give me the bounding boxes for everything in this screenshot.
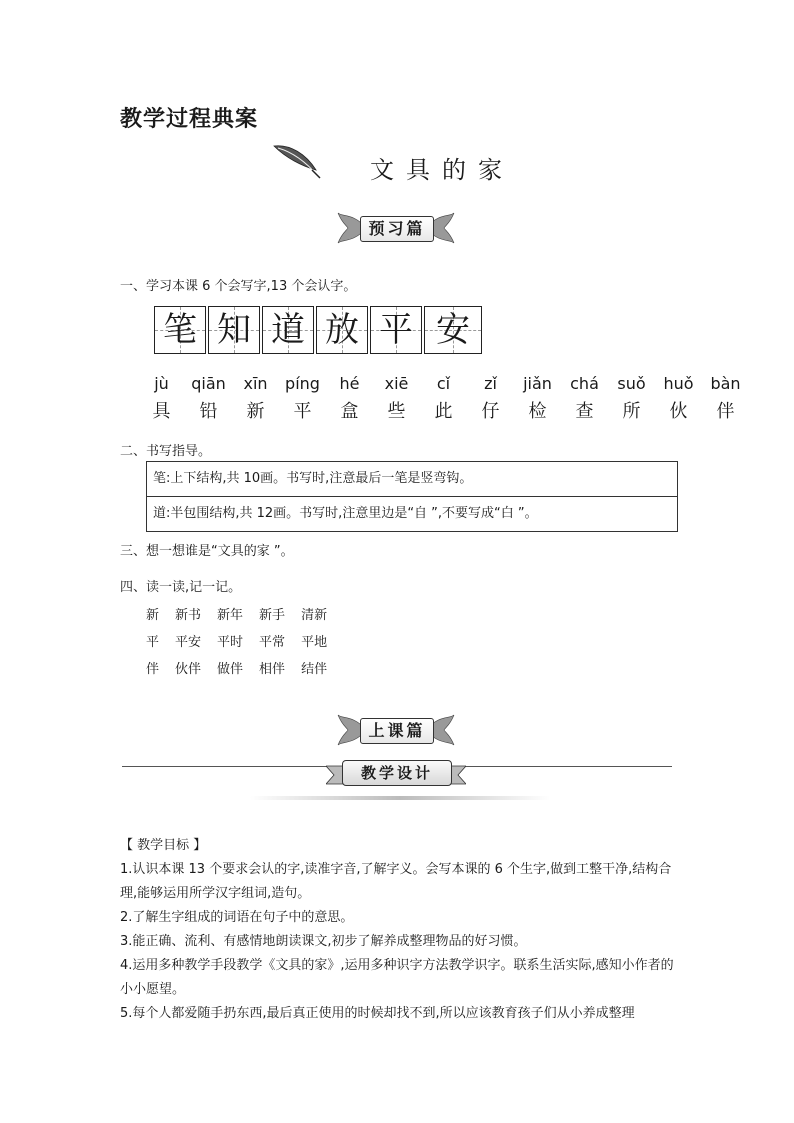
word-row: 伴 伙伴 做伴 相伴 结伴 (146, 662, 328, 677)
teaching-objectives (120, 834, 680, 1026)
objective-item: 3.能正确、流利、有感情地朗读课文,初步了解养成整理物品的好习惯。 (120, 934, 527, 949)
write-chars-grid (154, 306, 484, 354)
ribbon-design-label: 教学设计 (342, 760, 452, 786)
objective-item: 1.认识本课 13 个要求会认的字,读准字音,了解字义。会写本课的 6 个生字,做到工整干净,结构合理,能够运用所学汉字组词,造句。 (120, 862, 672, 901)
section-1-heading: 一、学习本课 6 个会写字,13 个会认字。 (120, 279, 357, 294)
section-4-heading: 四、读一读,记一记。 (120, 580, 242, 595)
read-char: huǒ 伙 (663, 374, 694, 422)
write-char-cell: 笔 (154, 306, 206, 354)
write-char-cell: 放 (316, 306, 368, 354)
writing-guide-box (146, 461, 678, 532)
section-3-heading: 三、想一想谁是“文具的家 ”。 (120, 544, 294, 559)
read-chars-row (138, 374, 749, 423)
objective-item: 4.运用多种教学手段教学《文具的家》,运用多种识字方法教学识字。联系生活实际,感知小作者的小小愿望。 (120, 958, 674, 997)
guide-item: 笔:上下结构,共 10画。书写时,注意最后一笔是竖弯钩。 (153, 471, 473, 486)
write-char-cell: 道 (262, 306, 314, 354)
read-char: xiē 些 (384, 374, 409, 422)
guide-item: 道:半包围结构,共 12画。书写时,注意里边是“自 ”,不要写成“白 ”。 (147, 496, 677, 531)
read-char: jù 具 (152, 374, 171, 422)
read-char: chá 查 (570, 374, 599, 422)
read-char: píng 平 (285, 374, 320, 422)
banner-class-label: 上课篇 (360, 718, 434, 744)
read-char: xīn 新 (243, 374, 268, 422)
read-char: jiǎn 检 (523, 374, 552, 422)
read-char: bàn 伴 (710, 374, 741, 422)
read-char: zǐ 仔 (481, 374, 500, 422)
feather-quill-icon (272, 140, 322, 180)
read-char: suǒ 所 (617, 374, 646, 422)
banner-class (336, 705, 456, 755)
objective-item: 5.每个人都爱随手扔东西,最后真正使用的时候却找不到,所以应该教育孩子们从小养成整理 (120, 1006, 635, 1021)
write-char-cell: 知 (208, 306, 260, 354)
objective-item: 2.了解生字组成的词语在句子中的意思。 (120, 910, 354, 925)
word-row: 平 平安 平时 平常 平地 (146, 635, 328, 650)
word-row: 新 新书 新年 新手 清新 (146, 608, 328, 623)
write-char-cell: 平 (370, 306, 422, 354)
word-list (146, 604, 343, 685)
read-char: cǐ 此 (434, 374, 453, 422)
write-char-cell: 安 (424, 306, 482, 354)
read-char: hé 盒 (339, 374, 360, 422)
main-heading: 教学过程典案 (120, 107, 259, 132)
banner-preview-label: 预习篇 (360, 216, 434, 242)
ribbon-design (326, 758, 466, 786)
read-char: qiān 铅 (191, 374, 226, 422)
ribbon-shadow (250, 796, 550, 800)
lesson-title: 文具的家 (370, 156, 514, 184)
section-2-heading: 二、书写指导。 (120, 444, 212, 459)
objectives-title: 【 教学目标 】 (120, 838, 207, 853)
banner-preview (336, 203, 456, 253)
